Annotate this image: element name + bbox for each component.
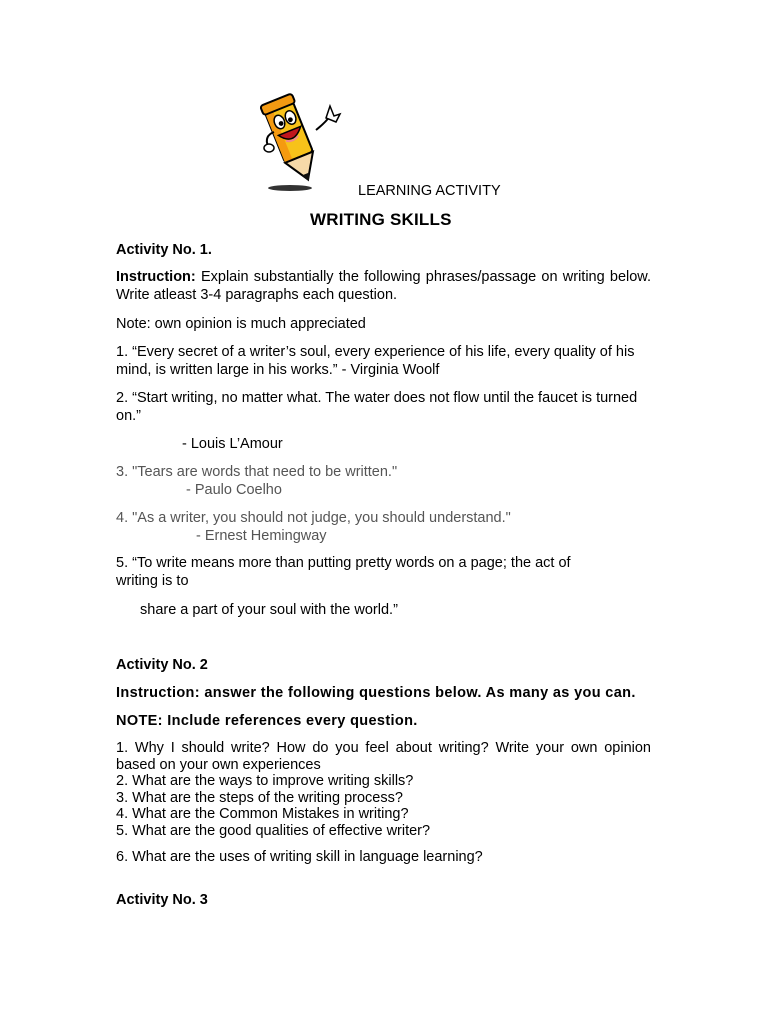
instruction-text: Explain substantially the following phrases/passage on writing below. Write atleast 3-4 paragraphs each question. bbox=[116, 269, 651, 303]
page-title: WRITING SKILLS bbox=[310, 210, 452, 229]
activity-2-question-list bbox=[116, 740, 651, 840]
list-item: 2. What are the ways to improve writing skills? bbox=[116, 773, 414, 790]
activity-2-note: NOTE: Include references every question. bbox=[116, 713, 418, 729]
quote-5-continuation: share a part of your soul with the world.” bbox=[140, 602, 398, 618]
quote-2-author: - Louis L’Amour bbox=[182, 436, 283, 452]
activity-2-heading: Activity No. 2 bbox=[116, 657, 208, 673]
quote-4-author: - Ernest Hemingway bbox=[196, 528, 327, 544]
quote-2: 2. “Start writing, no matter what. The water does not flow until the faucet is turned on.” bbox=[116, 390, 638, 424]
list-item: 4. What are the Common Mistakes in writing? bbox=[116, 806, 409, 823]
activity-1-heading: Activity No. 1. bbox=[116, 242, 212, 258]
activity-1-note: Note: own opinion is much appreciated bbox=[116, 316, 366, 332]
list-item: 5. What are the good qualities of effective writer? bbox=[116, 822, 431, 839]
pencil-mascot-icon bbox=[260, 92, 348, 194]
learning-activity-label: LEARNING ACTIVITY bbox=[358, 183, 501, 199]
quote-1: 1. “Every secret of a writer’s soul, every experience of his life, every quality of his mind, is written large in his works.” - Virginia Woolf bbox=[116, 344, 635, 378]
quote-5: 5. “To write means more than putting pretty words on a page; the act of writing is to bbox=[116, 555, 571, 589]
activity-3-heading: Activity No. 3 bbox=[116, 892, 208, 908]
activity-2-instruction: Instruction: answer the following questions below. As many as you can. bbox=[116, 685, 636, 701]
quote-3-author: - Paulo Coelho bbox=[186, 482, 282, 498]
activity-1-instruction bbox=[116, 268, 651, 304]
list-item: 3. What are the steps of the writing process? bbox=[116, 789, 403, 806]
instruction-label: Instruction: bbox=[116, 269, 196, 285]
quote-4: 4. "As a writer, you should not judge, you should understand." bbox=[116, 510, 511, 526]
activity-2-question-6: 6. What are the uses of writing skill in language learning? bbox=[116, 849, 483, 865]
quote-3: 3. "Tears are words that need to be written." bbox=[116, 464, 398, 480]
list-item: 1. Why I should write? How do you feel about writing? Write your own opinion based on your own experiences bbox=[116, 740, 651, 773]
